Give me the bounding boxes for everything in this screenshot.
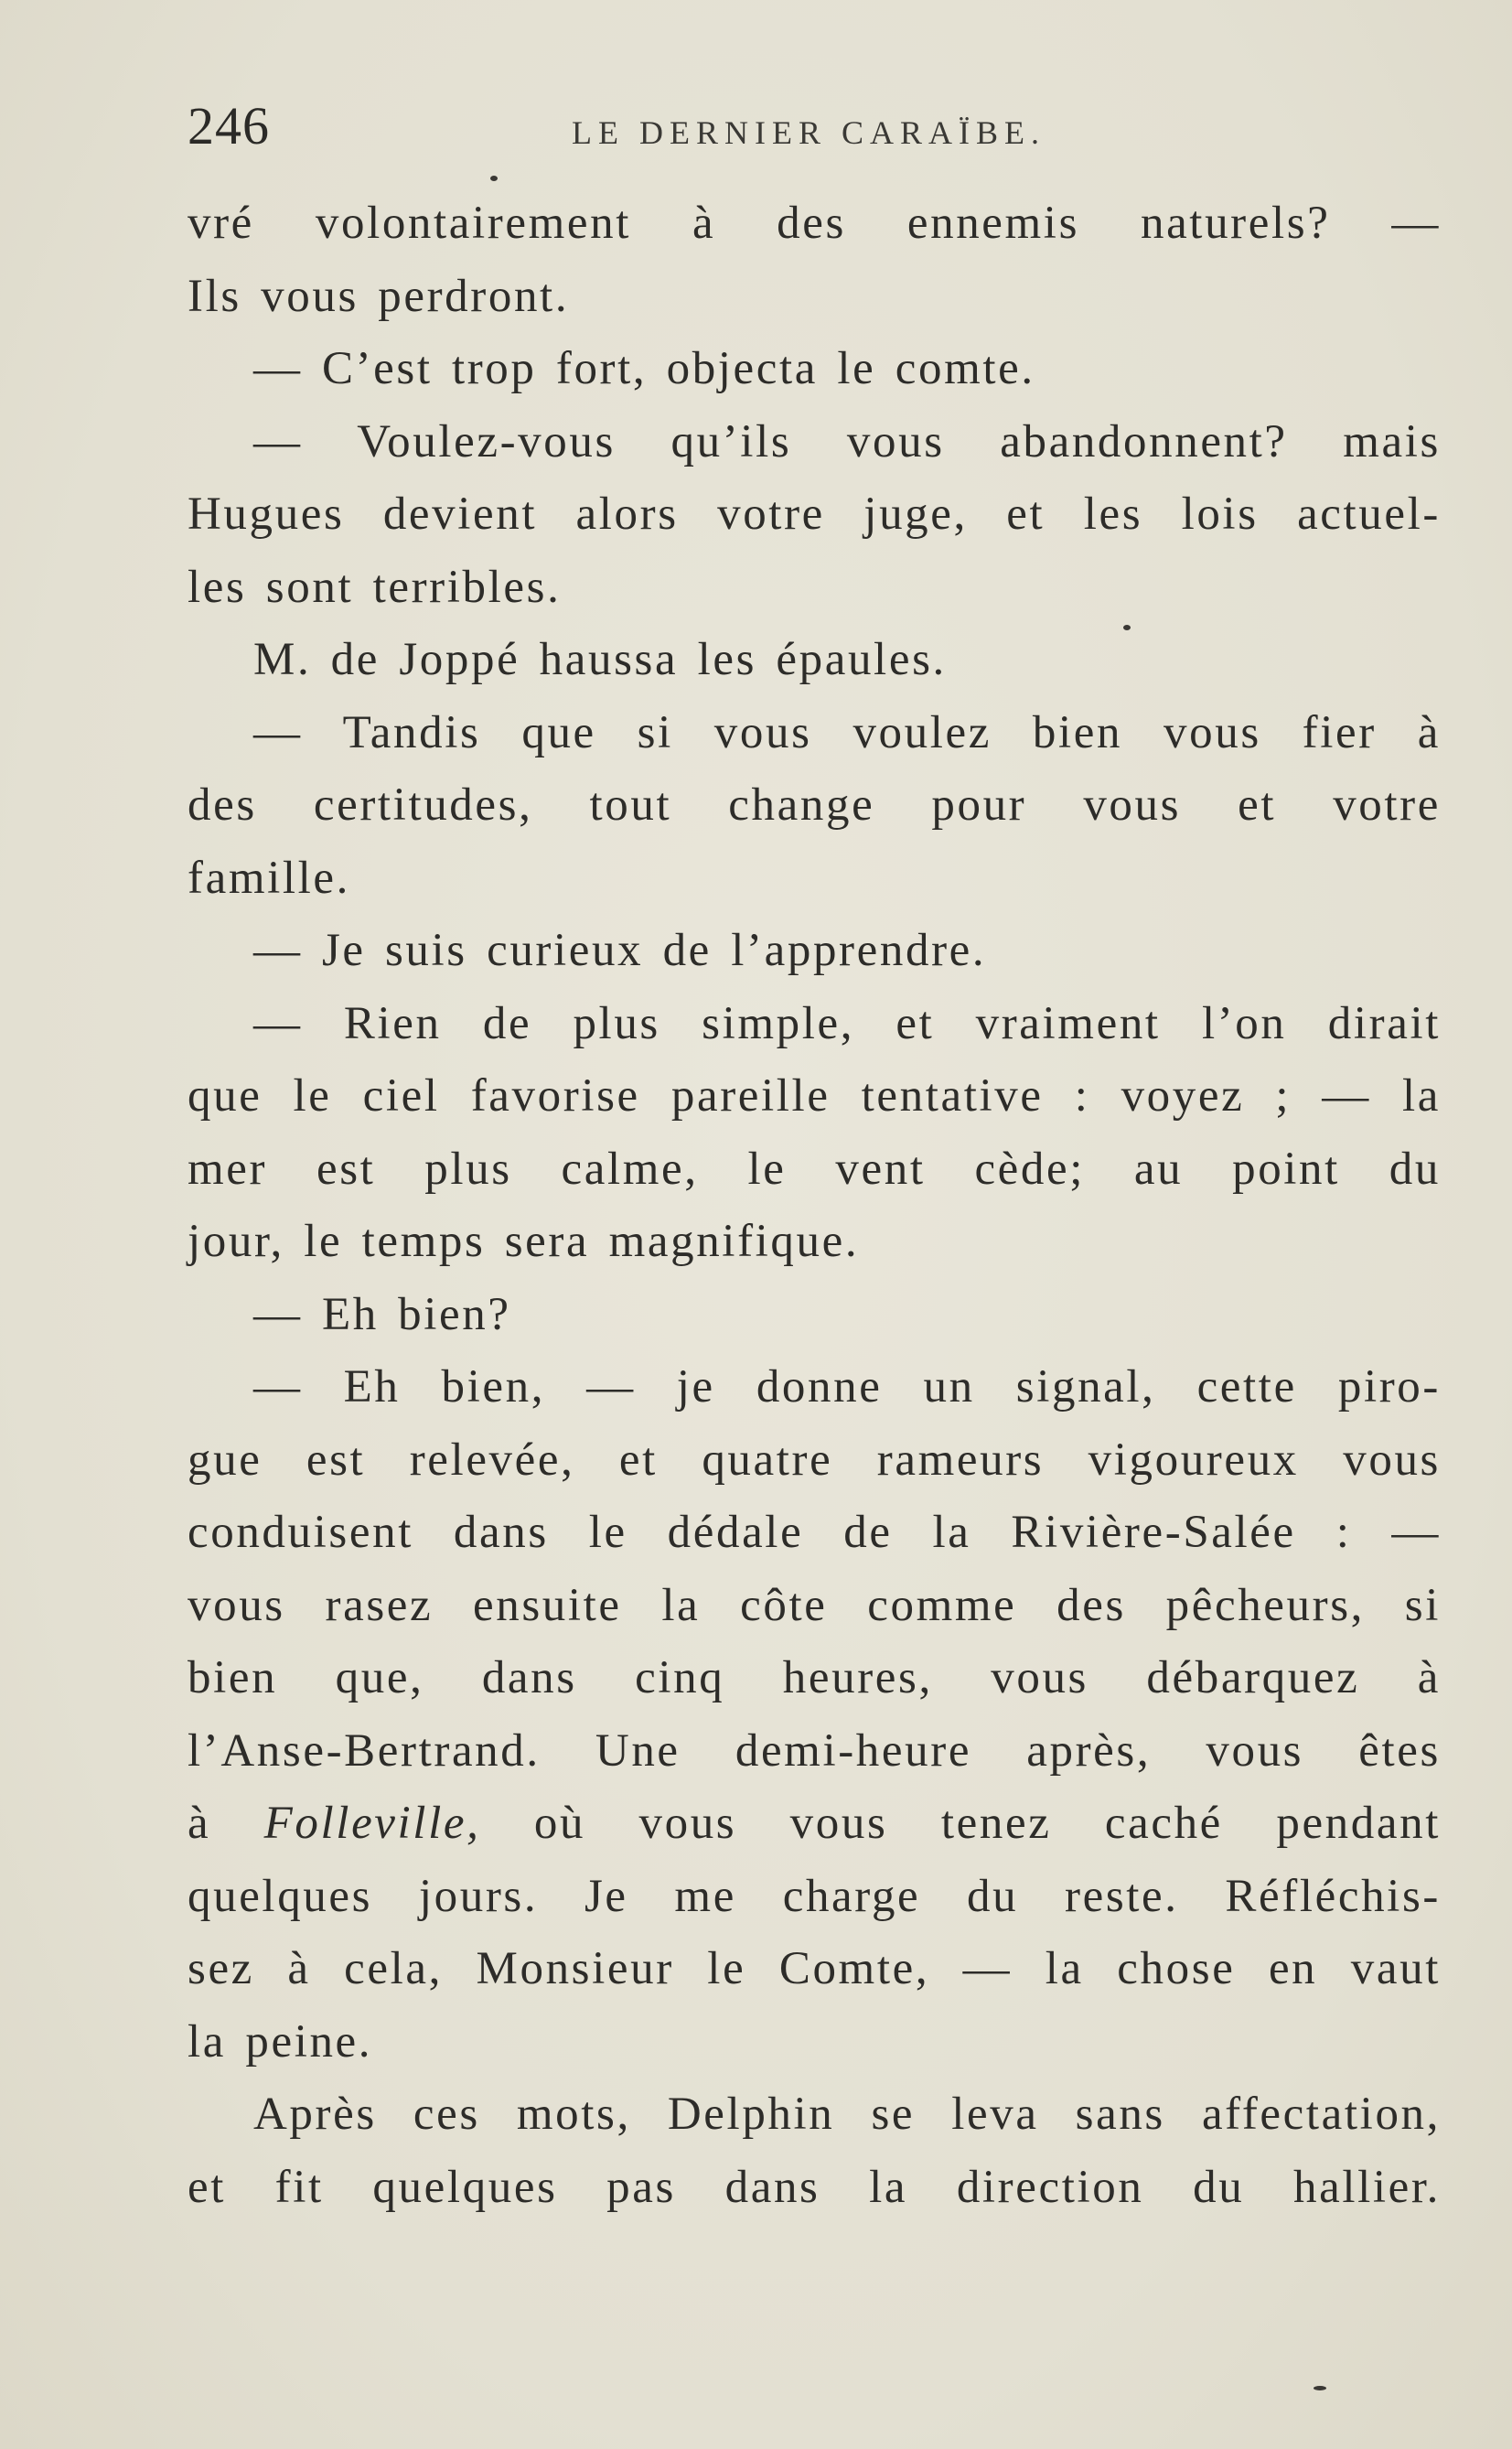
text-line: — Voulez-vous qu’ils vous abandonnent? mais <box>253 415 1441 467</box>
text-line: — C’est trop fort, objecta le comte. <box>253 343 1035 394</box>
text-line: et fit quelques pas dans la direction du hallier. <box>188 2161 1441 2213</box>
italic-place-name: Folleville, <box>263 1798 481 1849</box>
text-line: sez à cela, Monsieur le Comte, — la chose en vaut <box>188 1943 1441 1994</box>
ink-speck <box>490 176 498 181</box>
text-line: — Eh bien? <box>253 1288 511 1340</box>
text-line: famille. <box>188 852 350 904</box>
text-line: M. de Joppé haussa les épaules. <box>253 634 947 685</box>
text-line: que le ciel favorise pareille tentative : voyez ; — la <box>188 1070 1441 1122</box>
text-line: mer est plus calme, le vent cède; au point du <box>188 1143 1441 1195</box>
text-line: vré volontairement à des ennemis naturels? — <box>188 198 1441 249</box>
text-line: des certitudes, tout change pour vous et votre <box>188 779 1441 831</box>
text-fragment: où vous vous tenez caché pendant <box>480 1798 1441 1849</box>
text-fragment: à <box>188 1798 264 1849</box>
text-line: conduisent dans le dédale de la Rivière-Salée : — <box>188 1507 1441 1558</box>
text-line: bien que, dans cinq heures, vous débarquez à <box>188 1652 1441 1703</box>
text-line: vous rasez ensuite la côte comme des pêcheurs, si <box>188 1579 1441 1631</box>
text-line: l’Anse-Bertrand. Une demi-heure après, vous êtes <box>188 1724 1441 1777</box>
text-line: Après ces mots, Delphin se leva sans affectation, <box>253 2089 1441 2140</box>
text-line: jour, le temps sera magnifique. <box>188 1216 860 1267</box>
text-line: — Rien de plus simple, et vraiment l’on dirait <box>253 997 1441 1049</box>
text-line: les sont terribles. <box>188 561 562 613</box>
text-line: — Tandis que si vous voulez bien vous fier à <box>253 706 1441 758</box>
text-line: gue est relevée, et quatre rameurs vigoureux vous <box>188 1434 1441 1486</box>
text-line: — Eh bien, — je donne un signal, cette piro- <box>253 1361 1441 1412</box>
text-line <box>188 1788 1441 1861</box>
running-title: LE DERNIER CARAÏBE. <box>572 114 1046 151</box>
ink-speck <box>1314 2386 1326 2390</box>
text-line: Hugues devient alors votre juge, et les lois actuel- <box>188 489 1441 540</box>
page-header <box>188 95 1432 159</box>
text-line: Ils vous perdront. <box>188 270 570 322</box>
text-line: — Je suis curieux de l’apprendre. <box>253 925 987 976</box>
text-line: quelques jours. Je me charge du reste. Réfléchis- <box>188 1870 1441 1922</box>
page-number: 246 <box>188 96 270 156</box>
body-text <box>188 188 1441 2224</box>
ink-speck <box>1123 625 1131 630</box>
text-line: la peine. <box>188 2015 373 2068</box>
